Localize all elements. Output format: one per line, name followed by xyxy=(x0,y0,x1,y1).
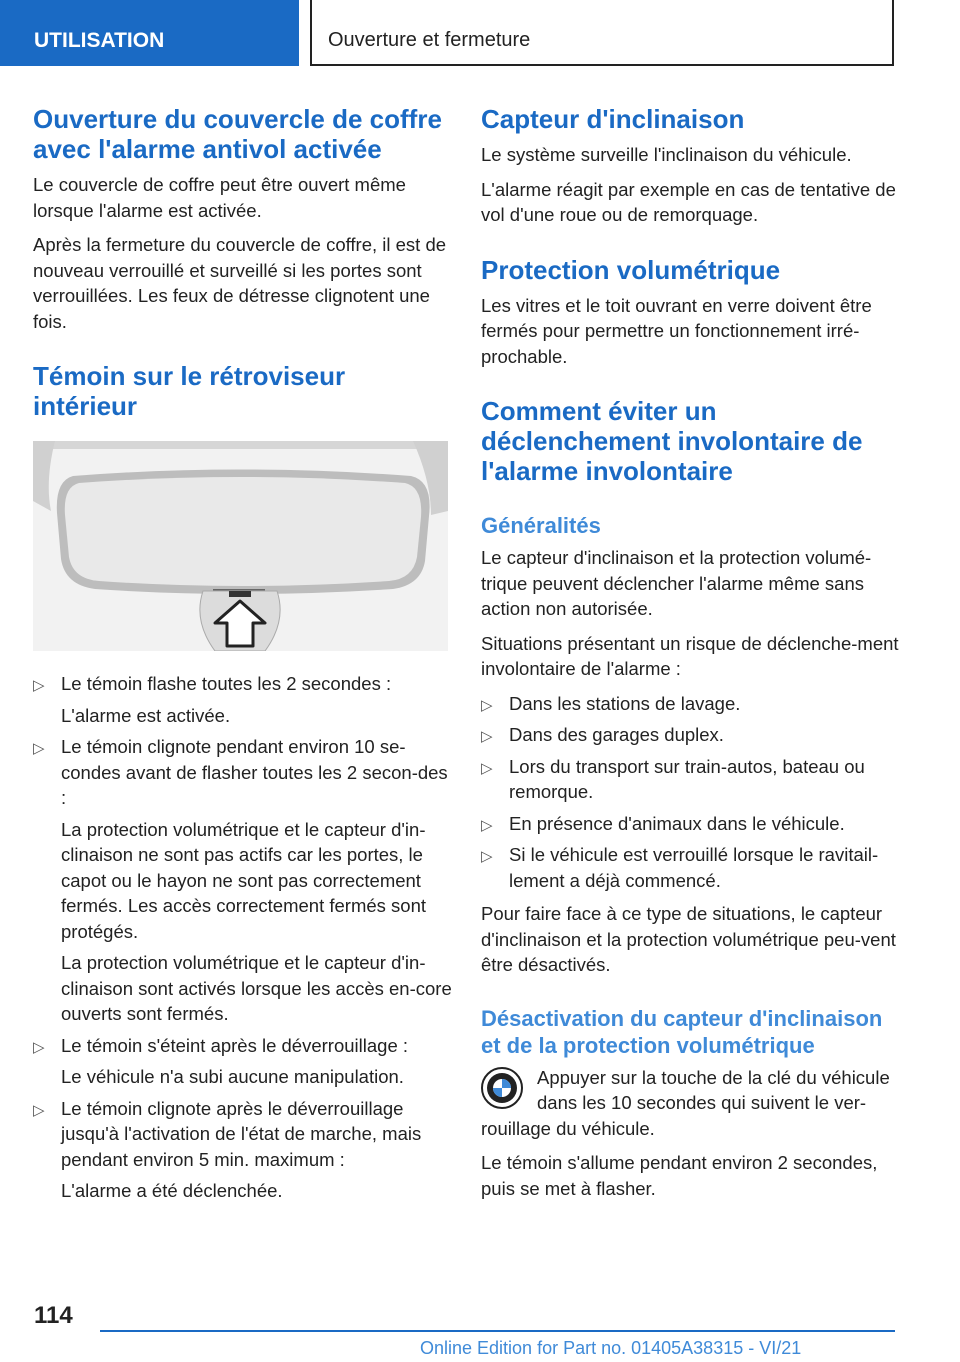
list-item: ▷ Le témoin clignote pendant environ 10 se-condes avant de flasher toutes les 2 secon-des : La protection volumétrique et le capteur d'in-clinaison ne sont pas actifs car les portes, le capot ou le hayon ne sont pas correctement fermés. Les accès correctement fermés sont protégés. La protection volumétrique et le capteur d'in-clinaison sont activés lorsque les accès en-core ouverts sont fermés. xyxy=(33,736,452,1024)
heading-general: Généralités xyxy=(481,513,601,538)
paragraph: Le capteur d'inclinaison et la protection volumé-trique peuvent déclencher l'alarme même sans action non autorisée. xyxy=(481,547,872,619)
paragraph: Pour faire face à ce type de situations, le capteur d'inclinaison et la protection volumétrique peu-vent être désactivés. xyxy=(481,903,896,975)
list-item: ▷ Si le véhicule est verrouillé lorsque le ravitail-lement a déjà commencé. xyxy=(481,844,879,891)
list-item: ▷ Le témoin s'éteint après le déverrouillage : Le véhicule n'a subi aucune manipulation. xyxy=(33,1034,409,1087)
heading-deactivation: Désactivation du capteur d'inclinaison et de la protection volumétrique xyxy=(481,1005,883,1058)
list-item: ▷ En présence d'animaux dans le véhicule. xyxy=(481,811,901,837)
rearview-mirror-illustration xyxy=(33,441,448,651)
situation-list xyxy=(481,691,901,894)
triangle-bullet-icon: ▷ xyxy=(481,848,493,865)
triangle-bullet-icon: ▷ xyxy=(481,728,493,745)
paragraph: Appuyer sur la touche de la clé du véhicule dans les 10 secondes qui suivent le ver-rouillage du véhicule. xyxy=(481,1066,890,1139)
chapter-title: Ouverture et fermeture xyxy=(328,29,531,51)
list-item: ▷ Dans les stations de lavage. xyxy=(481,691,901,717)
footer-rule xyxy=(100,1330,895,1332)
paragraph: Le système surveille l'inclinaison du véhicule. xyxy=(481,144,852,165)
chapter-header xyxy=(310,0,894,66)
triangle-bullet-icon: ▷ xyxy=(481,759,493,777)
heading-mirror-indicator: Témoin sur le rétroviseur intérieur xyxy=(33,361,346,421)
list-item: ▷ Dans des garages duplex. xyxy=(481,722,901,748)
list-item: ▷ Lors du transport sur train-autos, bateau ou remorque. xyxy=(481,755,865,802)
left-column xyxy=(33,104,453,1212)
triangle-bullet-icon: ▷ xyxy=(481,696,493,714)
triangle-bullet-icon: ▷ xyxy=(33,1101,45,1119)
bmw-key-icon xyxy=(481,1067,523,1109)
section-tab xyxy=(0,0,299,66)
key-instruction xyxy=(481,1065,901,1142)
paragraph: Les vitres et le toit ouvrant en verre doivent être fermés pour permettre un fonctionnement irré-prochable. xyxy=(481,294,872,367)
indicator-list xyxy=(33,671,453,1204)
heading-tilt-sensor: Capteur d'inclinaison xyxy=(481,104,745,134)
list-item: ▷ Le témoin flashe toutes les 2 secondes : L'alarme est activée. xyxy=(33,673,392,726)
edition-footer: Online Edition for Part no. 01405A38315 - VI/21 xyxy=(420,1338,802,1358)
heading-avoid-false-alarm: Comment éviter un déclenchement involontaire de l'alarme involontaire xyxy=(481,396,863,486)
right-column xyxy=(481,104,901,1210)
triangle-bullet-icon: ▷ xyxy=(33,740,45,757)
paragraph: Le couvercle de coffre peut être ouvert même lorsque l'alarme est activée. xyxy=(33,174,406,221)
triangle-bullet-icon: ▷ xyxy=(33,1038,45,1056)
triangle-bullet-icon: ▷ xyxy=(33,677,45,694)
paragraph: Après la fermeture du couvercle de coffre, il est de nouveau verrouillé et surveillé si les portes sont verrouillées. Les feux de détresse clignotent une fois. xyxy=(33,234,447,332)
paragraph: Le témoin s'allume pendant environ 2 secondes, puis se met à flasher. xyxy=(481,1152,878,1199)
section-title: UTILISATION xyxy=(34,29,165,52)
triangle-bullet-icon: ▷ xyxy=(481,816,493,834)
list-item: ▷ Le témoin clignote après le déverrouillage jusqu'à l'activation de l'état de marche, mais pendant environ 5 min. maximum : L'alarme a été déclenchée. xyxy=(33,1097,422,1201)
heading-volumetric: Protection volumétrique xyxy=(481,254,781,285)
paragraph: Situations présentant un risque de déclenche-ment involontaire de l'alarme : xyxy=(481,632,899,679)
page-number: 114 xyxy=(34,1302,73,1329)
heading-trunk-alarm: Ouverture du couvercle de coffre avec l'alarme antivol activée xyxy=(33,104,442,164)
paragraph: L'alarme réagit par exemple en cas de tentative de vol d'une roue ou de remorquage. xyxy=(481,178,896,225)
